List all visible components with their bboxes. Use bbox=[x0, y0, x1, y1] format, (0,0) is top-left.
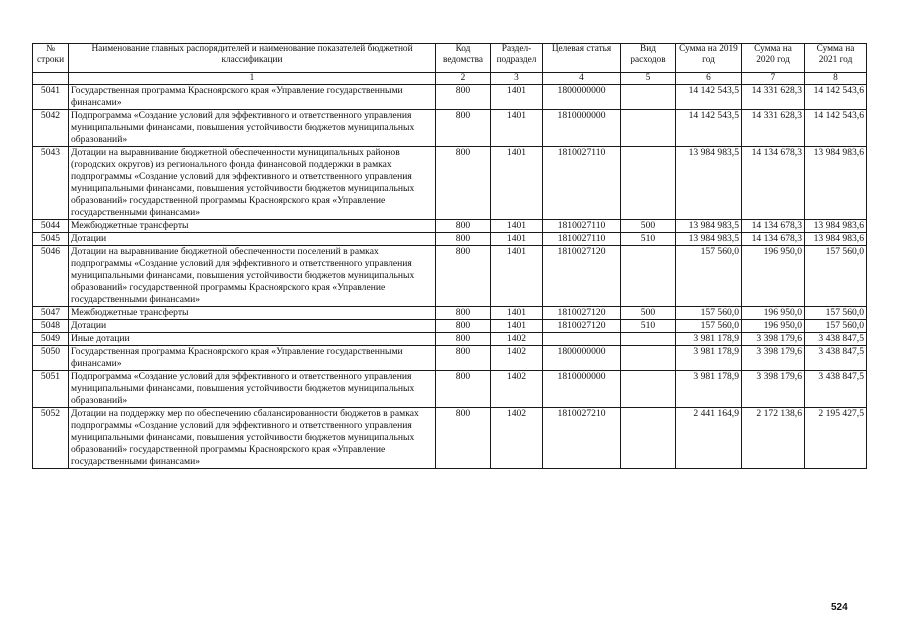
amount-2021: 14 142 543,6 bbox=[805, 110, 867, 147]
table-row bbox=[33, 147, 867, 220]
column-number bbox=[33, 73, 69, 85]
header-target: Целевая статья bbox=[543, 44, 621, 73]
table-row bbox=[33, 233, 867, 246]
amount-2019: 14 142 543,5 bbox=[676, 110, 742, 147]
table-row bbox=[33, 307, 867, 320]
table-row bbox=[33, 85, 867, 110]
amount-2020: 3 398 179,6 bbox=[742, 333, 805, 346]
row-name: Государственная программа Красноярского края «Управление государственными финансами» bbox=[69, 85, 436, 110]
row-name: Дотации bbox=[69, 233, 436, 246]
row-number: 5046 bbox=[33, 246, 69, 307]
header-row-no: № строки bbox=[33, 44, 69, 73]
expense-type: 510 bbox=[621, 320, 676, 333]
target-code: 1810027120 bbox=[543, 246, 621, 307]
amount-2020: 196 950,0 bbox=[742, 307, 805, 320]
expense-type bbox=[621, 346, 676, 371]
section-code: 1401 bbox=[491, 307, 543, 320]
target-code: 1810027120 bbox=[543, 307, 621, 320]
amount-2021: 13 984 983,6 bbox=[805, 233, 867, 246]
page-number: 524 bbox=[831, 602, 848, 613]
row-number: 5047 bbox=[33, 307, 69, 320]
amount-2020: 14 134 678,3 bbox=[742, 147, 805, 220]
amount-2020: 2 172 138,6 bbox=[742, 408, 805, 469]
dept-code: 800 bbox=[436, 307, 491, 320]
amount-2021: 2 195 427,5 bbox=[805, 408, 867, 469]
column-number: 1 bbox=[69, 73, 436, 85]
amount-2020: 14 134 678,3 bbox=[742, 220, 805, 233]
column-number-row bbox=[33, 73, 867, 85]
row-number: 5049 bbox=[33, 333, 69, 346]
header-section: Раздел-подраздел bbox=[491, 44, 543, 73]
amount-2021: 13 984 983,6 bbox=[805, 220, 867, 233]
row-number: 5043 bbox=[33, 147, 69, 220]
row-name: Межбюджетные трансферты bbox=[69, 307, 436, 320]
table-row bbox=[33, 320, 867, 333]
row-name: Дотации bbox=[69, 320, 436, 333]
column-number: 6 bbox=[676, 73, 742, 85]
row-number: 5041 bbox=[33, 85, 69, 110]
target-code: 1810000000 bbox=[543, 371, 621, 408]
dept-code: 800 bbox=[436, 233, 491, 246]
column-number: 3 bbox=[491, 73, 543, 85]
row-number: 5045 bbox=[33, 233, 69, 246]
column-number: 4 bbox=[543, 73, 621, 85]
target-code: 1810027110 bbox=[543, 220, 621, 233]
table-header bbox=[33, 44, 867, 85]
table-row bbox=[33, 246, 867, 307]
row-name: Государственная программа Красноярского края «Управление государственными финансами» bbox=[69, 346, 436, 371]
header-name: Наименование главных распорядителей и наименование показателей бюджетной классификации bbox=[69, 44, 436, 73]
row-name: Дотации на выравнивание бюджетной обеспеченности поселений в рамках подпрограммы «Создание условий для эффективного и ответственного управления муниципальными финансами, повышения устойчивости бюджетов муниципальных образований» государственной программы Красноярского края «Управление государственными финансами» bbox=[69, 246, 436, 307]
row-name: Подпрограмма «Создание условий для эффективного и ответственного управления муниципальными финансами, повышения устойчивости бюджетов муниципальных образований» bbox=[69, 371, 436, 408]
column-number: 5 bbox=[621, 73, 676, 85]
section-code: 1401 bbox=[491, 85, 543, 110]
target-code: 1810027120 bbox=[543, 320, 621, 333]
amount-2020: 196 950,0 bbox=[742, 246, 805, 307]
amount-2021: 3 438 847,5 bbox=[805, 371, 867, 408]
amount-2019: 157 560,0 bbox=[676, 246, 742, 307]
amount-2021: 3 438 847,5 bbox=[805, 346, 867, 371]
header-sum-2020: Сумма на 2020 год bbox=[742, 44, 805, 73]
amount-2019: 13 984 983,5 bbox=[676, 233, 742, 246]
table-row bbox=[33, 220, 867, 233]
row-name: Дотации на поддержку мер по обеспечению сбалансированности бюджетов в рамках подпрограммы «Создание условий для эффективного и ответственного управления муниципальными финансами, повышения устойчивости бюджетов муниципальных образований» государственной программы Красноярского края «Управление государственными финансами» bbox=[69, 408, 436, 469]
amount-2021: 14 142 543,6 bbox=[805, 85, 867, 110]
dept-code: 800 bbox=[436, 333, 491, 346]
target-code: 1810000000 bbox=[543, 110, 621, 147]
expense-type bbox=[621, 110, 676, 147]
amount-2021: 13 984 983,6 bbox=[805, 147, 867, 220]
expense-type bbox=[621, 408, 676, 469]
table-row bbox=[33, 110, 867, 147]
target-code bbox=[543, 333, 621, 346]
dept-code: 800 bbox=[436, 346, 491, 371]
header-sum-2021: Сумма на 2021 год bbox=[805, 44, 867, 73]
dept-code: 800 bbox=[436, 110, 491, 147]
row-number: 5050 bbox=[33, 346, 69, 371]
amount-2020: 3 398 179,6 bbox=[742, 346, 805, 371]
section-code: 1401 bbox=[491, 220, 543, 233]
dept-code: 800 bbox=[436, 408, 491, 469]
amount-2019: 157 560,0 bbox=[676, 307, 742, 320]
amount-2019: 3 981 178,9 bbox=[676, 371, 742, 408]
section-code: 1401 bbox=[491, 320, 543, 333]
expense-type bbox=[621, 246, 676, 307]
row-name: Подпрограмма «Создание условий для эффективного и ответственного управления муниципальными финансами, повышения устойчивости бюджетов муниципальных образований» bbox=[69, 110, 436, 147]
header-sum-2019: Сумма на 2019 год bbox=[676, 44, 742, 73]
amount-2019: 14 142 543,5 bbox=[676, 85, 742, 110]
dept-code: 800 bbox=[436, 220, 491, 233]
expense-type bbox=[621, 147, 676, 220]
amount-2019: 3 981 178,9 bbox=[676, 346, 742, 371]
amount-2019: 157 560,0 bbox=[676, 320, 742, 333]
target-code: 1800000000 bbox=[543, 346, 621, 371]
section-code: 1402 bbox=[491, 333, 543, 346]
amount-2020: 14 331 628,3 bbox=[742, 110, 805, 147]
amount-2021: 157 560,0 bbox=[805, 246, 867, 307]
amount-2020: 14 331 628,3 bbox=[742, 85, 805, 110]
table-body bbox=[33, 85, 867, 469]
row-name: Дотации на выравнивание бюджетной обеспеченности муниципальных районов (городских округов) из регионального фонда финансовой поддержки в рамках подпрограммы «Создание условий для эффективного и ответственного управления муниципальными финансами, повышения устойчивости бюджетов муниципальных образований» государственной программы Красноярского края «Управление государственными финансами» bbox=[69, 147, 436, 220]
section-code: 1401 bbox=[491, 246, 543, 307]
table-row bbox=[33, 346, 867, 371]
amount-2021: 157 560,0 bbox=[805, 307, 867, 320]
column-number: 7 bbox=[742, 73, 805, 85]
expense-type bbox=[621, 333, 676, 346]
expense-type: 510 bbox=[621, 233, 676, 246]
amount-2021: 3 438 847,5 bbox=[805, 333, 867, 346]
row-number: 5042 bbox=[33, 110, 69, 147]
expense-type bbox=[621, 85, 676, 110]
target-code: 1810027210 bbox=[543, 408, 621, 469]
dept-code: 800 bbox=[436, 320, 491, 333]
header-dept: Код ведомства bbox=[436, 44, 491, 73]
section-code: 1401 bbox=[491, 233, 543, 246]
row-number: 5048 bbox=[33, 320, 69, 333]
section-code: 1401 bbox=[491, 110, 543, 147]
column-number: 2 bbox=[436, 73, 491, 85]
target-code: 1810027110 bbox=[543, 147, 621, 220]
expense-type: 500 bbox=[621, 220, 676, 233]
amount-2021: 157 560,0 bbox=[805, 320, 867, 333]
section-code: 1402 bbox=[491, 346, 543, 371]
row-name: Иные дотации bbox=[69, 333, 436, 346]
expense-type bbox=[621, 371, 676, 408]
header-exp-type: Вид расходов bbox=[621, 44, 676, 73]
amount-2020: 3 398 179,6 bbox=[742, 371, 805, 408]
expense-type: 500 bbox=[621, 307, 676, 320]
column-number: 8 bbox=[805, 73, 867, 85]
dept-code: 800 bbox=[436, 246, 491, 307]
amount-2019: 3 981 178,9 bbox=[676, 333, 742, 346]
section-code: 1402 bbox=[491, 371, 543, 408]
section-code: 1402 bbox=[491, 408, 543, 469]
table-row bbox=[33, 408, 867, 469]
amount-2020: 196 950,0 bbox=[742, 320, 805, 333]
table-row bbox=[33, 371, 867, 408]
budget-table bbox=[32, 43, 867, 469]
target-code: 1810027110 bbox=[543, 233, 621, 246]
amount-2019: 2 441 164,9 bbox=[676, 408, 742, 469]
row-name: Межбюджетные трансферты bbox=[69, 220, 436, 233]
amount-2019: 13 984 983,5 bbox=[676, 147, 742, 220]
row-number: 5051 bbox=[33, 371, 69, 408]
amount-2019: 13 984 983,5 bbox=[676, 220, 742, 233]
row-number: 5052 bbox=[33, 408, 69, 469]
amount-2020: 14 134 678,3 bbox=[742, 233, 805, 246]
dept-code: 800 bbox=[436, 85, 491, 110]
dept-code: 800 bbox=[436, 371, 491, 408]
dept-code: 800 bbox=[436, 147, 491, 220]
section-code: 1401 bbox=[491, 147, 543, 220]
row-number: 5044 bbox=[33, 220, 69, 233]
target-code: 1800000000 bbox=[543, 85, 621, 110]
table-row bbox=[33, 333, 867, 346]
